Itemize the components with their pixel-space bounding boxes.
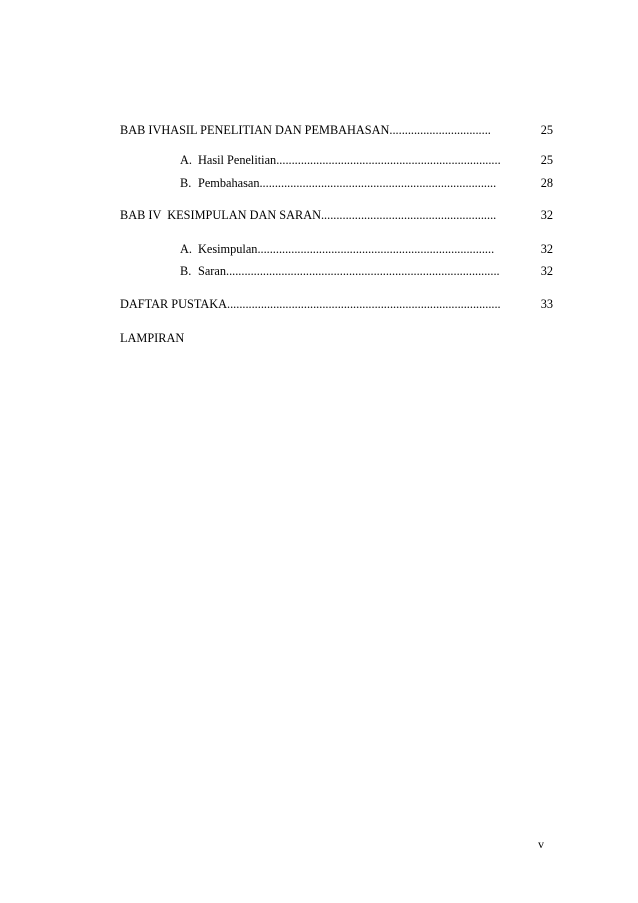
toc-title-text: Kesimpulan — [198, 242, 258, 256]
toc-page-number: 33 — [540, 297, 553, 311]
toc-title-text: Saran — [198, 264, 226, 278]
toc-leader-dots: ......................................................................................... — [227, 297, 501, 311]
toc-title-text: LAMPIRAN — [120, 331, 185, 345]
toc-page-number: 32 — [540, 242, 553, 256]
toc-title-text: BAB IV KESIMPULAN DAN SARAN — [120, 208, 321, 222]
toc-entry-title — [120, 296, 512, 312]
toc-title-text: DAFTAR PUSTAKA — [120, 297, 228, 311]
toc-entry-lampiran — [120, 330, 553, 346]
toc-entry-title — [180, 175, 517, 191]
toc-entry-kesimpulan — [180, 241, 553, 257]
toc-page-number: 32 — [540, 208, 553, 222]
toc-item-letter: B. — [180, 264, 192, 278]
footer-page-number: v — [538, 837, 544, 851]
toc-page-number: 25 — [540, 123, 553, 137]
toc-entry-saran — [180, 263, 553, 279]
toc-entry-title — [120, 122, 510, 138]
toc-item-letter: A. — [180, 242, 192, 256]
toc-leader-dots: ............................................................................. — [259, 176, 497, 190]
toc-entry-pembahasan — [180, 175, 553, 191]
toc-entry-bab-iv-kesimpulan — [120, 207, 553, 223]
toc-entry-hasil-penelitian — [180, 152, 553, 168]
toc-item-letter: B. — [180, 176, 192, 190]
toc-entry-daftar-pustaka — [120, 296, 553, 312]
toc-title-text: Hasil Penelitian — [198, 153, 277, 167]
toc-leader-dots: ......................................................... — [320, 208, 497, 222]
toc-entry-title — [180, 263, 517, 279]
toc-item-letter: A. — [180, 153, 192, 167]
toc-leader-dots: ............................................................................. — [257, 242, 495, 256]
toc-entry-title — [180, 241, 517, 257]
toc-page-number: 25 — [540, 153, 553, 167]
toc-entry-bab-iv-hasil — [120, 122, 553, 138]
toc-page-number: 28 — [540, 176, 553, 190]
toc-page-number: 32 — [540, 264, 553, 278]
toc-entry-title — [180, 152, 517, 168]
toc-entry-title — [120, 207, 513, 223]
toc-leader-dots: ......................................................................... — [276, 153, 501, 167]
toc-title-text: Pembahasan — [198, 176, 260, 190]
toc-leader-dots: ................................. — [389, 123, 491, 137]
toc-entry-title — [120, 330, 512, 346]
toc-leader-dots: ......................................................................................... — [226, 264, 500, 278]
toc-title-text: BAB IVHASIL PENELITIAN DAN PEMBAHASAN — [120, 123, 390, 137]
